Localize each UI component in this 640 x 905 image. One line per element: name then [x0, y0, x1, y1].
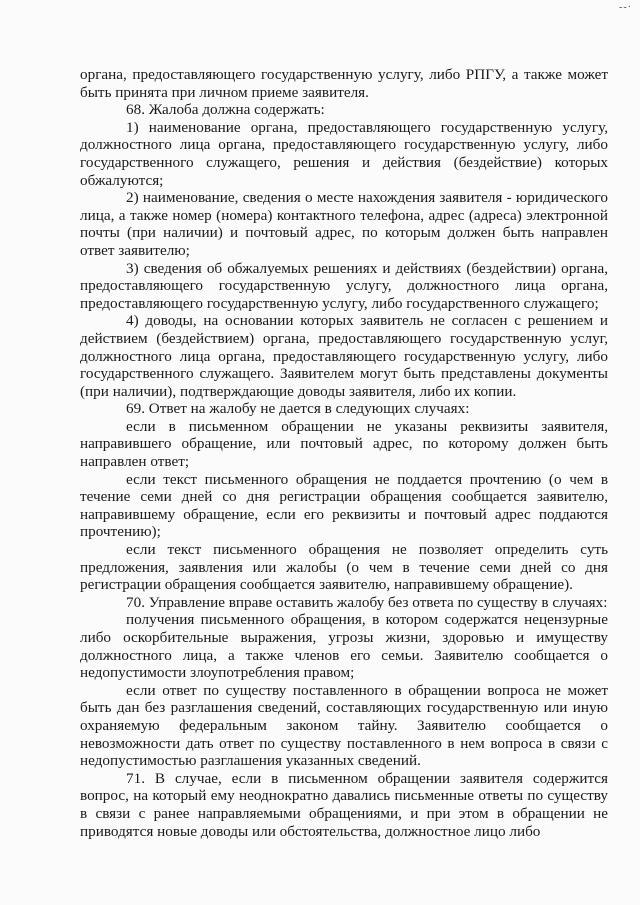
paragraph: 70. Управление вправе оставить жалобу без ответа по существу в случаях: [126, 593, 608, 611]
paragraph: 2) наименование, сведения о месте нахождения заявителя - юридического лица, а также номер (номера) контактного телефона, адрес (адреса) электронной почты (при наличии) и почтовый адрес, по которым должен быть направлен ответ заявителю; [80, 189, 608, 259]
paragraph: если текст письменного обращения не поддается прочтению (о чем в течение семи дней со дня регистрации обращения сообщается заявителю, направившему обращение, если его реквизиты и почтовый адрес поддаются прочтению); [80, 470, 608, 541]
paragraph: получения письменного обращения, в котором содержатся нецензурные либо оскорбительные выражения, угрозы жизни, здоровью и имуществу должностного лица, а также членов его семьи. Заявителю сообщается о недопустимости злоупотребления правом; [80, 611, 608, 682]
paragraph: 3) сведения об обжалуемых решениях и действиях (бездействии) органа, предоставляющего государственную услугу, должностного лица органа, предоставляющего государственную услугу, либо государственного служащего; [80, 259, 608, 312]
paragraph: 71. В случае, если в письменном обращении заявителя содержится вопрос, на который ему неоднократно давались письменные ответы по существу в связи с ранее направляемыми обращениями, и при этом в обращении не приводятся новые доводы или обстоятельства, должностное лицо либо [80, 769, 608, 840]
paragraph: органа, предоставляющего государственную услугу, либо РПГУ, а также может быть принята при личном приеме заявителя. [80, 66, 608, 101]
paragraph: если в письменном обращении не указаны реквизиты заявителя, направившего обращение, или почтовый адрес, по которому должен быть направлен ответ; [80, 417, 608, 471]
document-body [80, 66, 608, 840]
paragraph: 68. Жалоба должна содержать: [126, 101, 325, 119]
paragraph: 4) доводы, на основании которых заявитель не согласен с решением и действием (бездействием) органа, предоставляющего государственную услуг, должностного лица органа, предоставляющего государственную услугу, либо государственного служащего. Заявителем могут быть представлены документы (при наличии), подтверждающие доводы заявителя, либо их копии. [80, 312, 608, 400]
paragraph: 69. Ответ на жалобу не дается в следующих случаях: [126, 400, 470, 418]
corner-mark: --· [619, 2, 632, 13]
paragraph: если ответ по существу поставленного в обращении вопроса не может быть дан без разглашения сведений, составляющих государственную или иную охраняемую федеральным законом тайну. Заявителю сообщается о невозможности дать ответ по существу поставленного в нем вопроса в связи с недопустимостью разглашения указанных сведений. [80, 681, 608, 770]
paragraph: если текст письменного обращения не позволяет определить суть предложения, заявления или жалобы (о чем в течение семи дней со дня регистрации обращения сообщается заявителю, направившему обращение). [80, 541, 608, 594]
paragraph: 1) наименование органа, предоставляющего государственную услугу, должностного лица органа, предоставляющего государственную услугу, либо государственного служащего, решения и действия (бездействие) которых обжалуются; [80, 118, 608, 189]
